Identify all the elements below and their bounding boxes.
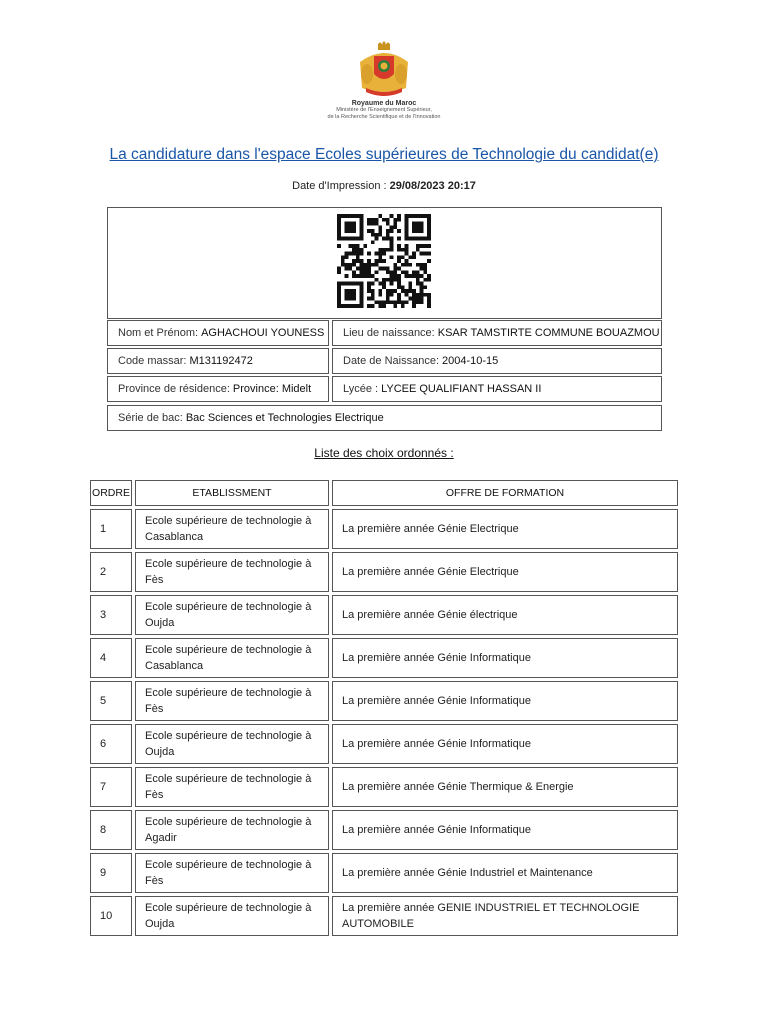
ordre-cell: 9	[90, 853, 132, 893]
ordre-cell: 5	[90, 681, 132, 721]
offre-cell: La première année Génie Electrique	[332, 552, 678, 592]
offre-cell: La première année Génie Informatique	[332, 681, 678, 721]
table-row	[90, 767, 678, 807]
province-cell	[107, 376, 329, 402]
birthdate-value: 2004-10-15	[442, 355, 499, 367]
etablissement-cell: Ecole supérieure de technologie à Fès	[135, 767, 329, 807]
table-row	[90, 724, 678, 764]
qr-code-box	[107, 207, 662, 319]
choices-header-row	[90, 480, 678, 506]
ordre-cell: 4	[90, 638, 132, 678]
header-ordre: ORDRE	[90, 480, 132, 506]
ministry-line-2: de la Recherche Scientifique et de l'Innovation	[327, 114, 441, 120]
birthplace-value: KSAR TAMSTIRTE COMMUNE BOUAZMOU	[437, 327, 660, 339]
table-row	[90, 638, 678, 678]
candidate-name-cell	[107, 320, 329, 346]
offre-cell: La première année Génie Electrique	[332, 509, 678, 549]
print-date-value: 29/08/2023 20:17	[389, 180, 476, 192]
header-etablissement: ETABLISSMENT	[135, 480, 329, 506]
ministry-line-1: Ministère de l'Enseignement Supérieur,	[336, 107, 432, 113]
birthdate-cell	[332, 348, 662, 374]
ordre-cell: 6	[90, 724, 132, 764]
ordre-cell: 10	[90, 896, 132, 936]
table-row	[90, 595, 678, 635]
birthdate-label: Date de Naissance:	[343, 355, 439, 367]
etablissement-cell: Ecole supérieure de technologie à Fès	[135, 681, 329, 721]
bac-series-label: Série de bac:	[118, 412, 183, 424]
candidate-name-value: AGHACHOUI YOUNESS	[201, 327, 325, 339]
province-value: Province: Midelt	[232, 383, 312, 395]
etablissement-cell: Ecole supérieure de technologie à Oujda	[135, 896, 329, 936]
etablissement-cell: Ecole supérieure de technologie à Agadir	[135, 810, 329, 850]
birthplace-label: Lieu de naissance:	[343, 327, 435, 339]
table-row	[90, 552, 678, 592]
candidate-name-label: Nom et Prénom:	[118, 327, 199, 339]
lycee-label: Lycée :	[343, 383, 379, 395]
etablissement-cell: Ecole supérieure de technologie à Fès	[135, 853, 329, 893]
offre-cell: La première année Génie électrique	[332, 595, 678, 635]
etablissement-cell: Ecole supérieure de technologie à Casablanca	[135, 638, 329, 678]
massar-code-cell	[107, 348, 329, 374]
ordre-cell: 8	[90, 810, 132, 850]
page-title: La candidature dans l'espace Ecoles supérieures de Technologie du candidat(e)	[109, 146, 659, 163]
ordre-cell: 1	[90, 509, 132, 549]
ordre-cell: 7	[90, 767, 132, 807]
choices-title: Liste des choix ordonnés :	[314, 446, 454, 460]
birthplace-cell	[332, 320, 662, 346]
massar-code-value: M131192472	[189, 355, 253, 367]
choices-table	[87, 477, 681, 939]
offre-cell: La première année Génie Informatique	[332, 638, 678, 678]
offre-cell: La première année Génie Informatique	[332, 724, 678, 764]
offre-cell: La première année Génie Informatique	[332, 810, 678, 850]
lycee-value: LYCEE QUALIFIANT HASSAN II	[381, 383, 542, 395]
etablissement-cell: Ecole supérieure de technologie à Oujda	[135, 724, 329, 764]
offre-cell: La première année GENIE INDUSTRIEL ET TECHNOLOGIE AUTOMOBILE	[332, 896, 678, 936]
etablissement-cell: Ecole supérieure de technologie à Oujda	[135, 595, 329, 635]
offre-cell: La première année Génie Industriel et Maintenance	[332, 853, 678, 893]
table-row	[90, 681, 678, 721]
lycee-cell	[332, 376, 662, 402]
print-date	[0, 180, 768, 192]
qr-code-icon	[337, 212, 431, 310]
etablissement-cell: Ecole supérieure de technologie à Fès	[135, 552, 329, 592]
print-date-label: Date d'Impression :	[292, 180, 387, 192]
document-header	[0, 40, 768, 121]
province-label: Province de résidence:	[118, 383, 230, 395]
header-offre: OFFRE DE FORMATION	[332, 480, 678, 506]
offre-cell: La première année Génie Thermique & Energie	[332, 767, 678, 807]
bac-series-value: Bac Sciences et Technologies Electrique	[185, 412, 384, 424]
table-row	[90, 509, 678, 549]
table-row	[90, 853, 678, 893]
royal-emblem-icon	[352, 40, 416, 100]
ordre-cell: 2	[90, 552, 132, 592]
kingdom-label: Royaume du Maroc	[351, 100, 417, 107]
ordre-cell: 3	[90, 595, 132, 635]
table-row	[90, 810, 678, 850]
bac-series-cell	[107, 405, 662, 431]
etablissement-cell: Ecole supérieure de technologie à Casablanca	[135, 509, 329, 549]
massar-code-label: Code massar:	[118, 355, 187, 367]
table-row	[90, 896, 678, 936]
